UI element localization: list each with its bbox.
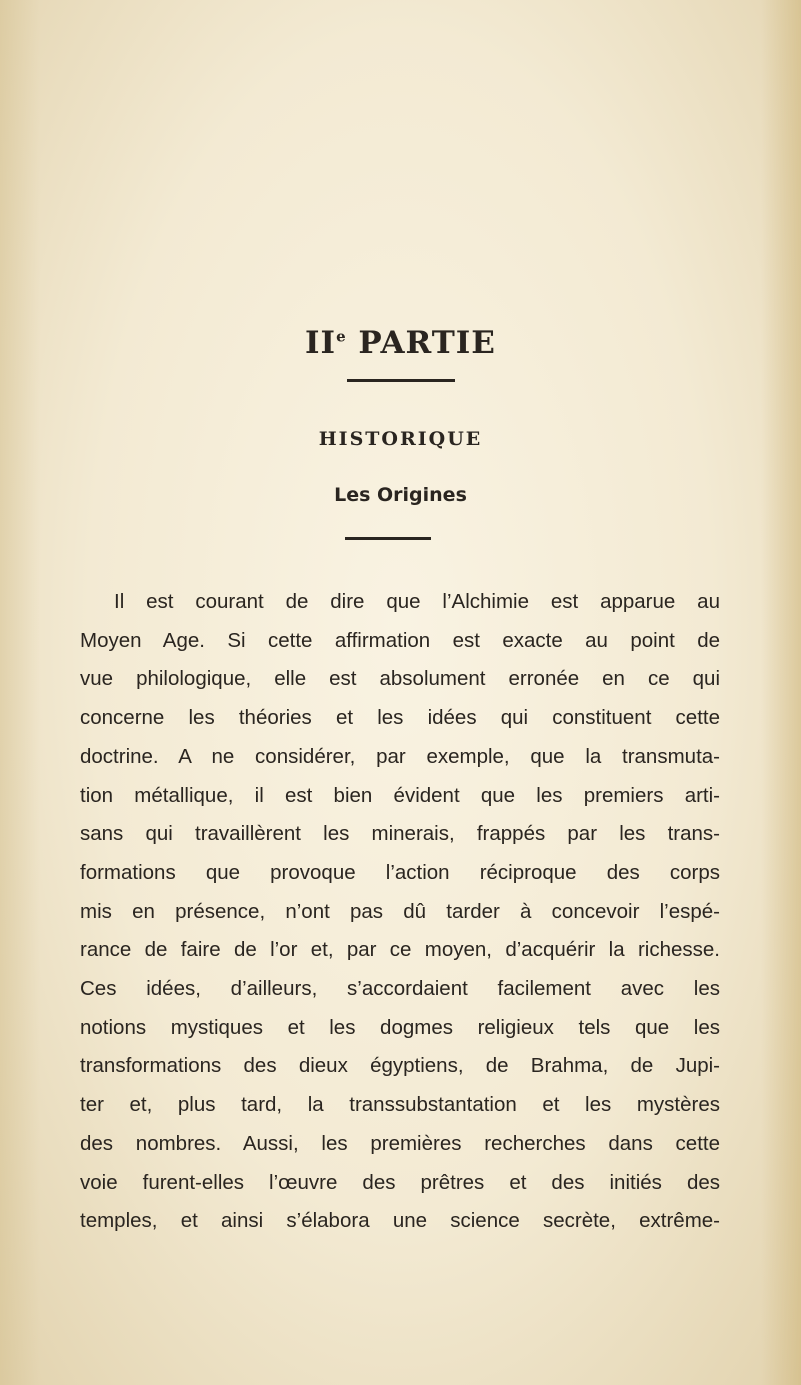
section-title: Les Origines bbox=[334, 484, 467, 506]
part-superscript: e bbox=[336, 327, 347, 346]
part-word: PARTIE bbox=[358, 325, 496, 361]
page-edge-right bbox=[761, 0, 801, 1385]
text-line: notions mystiques et les dogmes religieux tels que les bbox=[80, 1015, 720, 1039]
text-line: des nombres. Aussi, les premières recherches dans cette bbox=[80, 1131, 720, 1155]
body-paragraph bbox=[80, 583, 720, 1241]
text-line: vue philologique, elle est absolument erronée en ce qui bbox=[80, 667, 720, 691]
text-line: rance de faire de l’or et, par ce moyen, d’acquérir la richesse. bbox=[80, 938, 720, 962]
text-line: mis en présence, n’ont pas dû tarder à concevoir l’espé- bbox=[80, 899, 720, 923]
text-line: transformations des dieux égyptiens, de Brahma, de Jupi- bbox=[80, 1054, 720, 1078]
text-line: formations que provoque l’action réciproque des corps bbox=[80, 860, 720, 884]
text-line: Il est courant de dire que l’Alchimie est apparue au bbox=[114, 590, 720, 613]
text-line: concerne les théories et les idées qui constituent cette bbox=[80, 706, 720, 730]
part-number: II bbox=[305, 325, 337, 361]
page-edge-left bbox=[0, 0, 40, 1385]
part-title bbox=[0, 323, 801, 363]
text-line: tion métallique, il est bien évident que les premiers arti- bbox=[80, 783, 720, 807]
text-line: ter et, plus tard, la transsubstantation et les mystères bbox=[80, 1093, 720, 1117]
section-rule bbox=[345, 537, 431, 540]
text-line: voie furent-elles l’œuvre des prêtres et des initiés des bbox=[80, 1170, 720, 1194]
title-rule bbox=[347, 379, 455, 382]
text-line: sans qui travaillèrent les minerais, frappés par les trans- bbox=[80, 822, 720, 846]
text-line: doctrine. A ne considérer, par exemple, que la transmuta- bbox=[80, 744, 720, 768]
text-line: temples, et ainsi s’élabora une science secrète, extrême- bbox=[80, 1209, 720, 1233]
text-line: Moyen Age. Si cette affirmation est exacte au point de bbox=[80, 628, 720, 652]
text-line: Ces idées, d’ailleurs, s’accordaient facilement avec les bbox=[80, 977, 720, 1001]
subtitle-historique: HISTORIQUE bbox=[318, 428, 483, 450]
